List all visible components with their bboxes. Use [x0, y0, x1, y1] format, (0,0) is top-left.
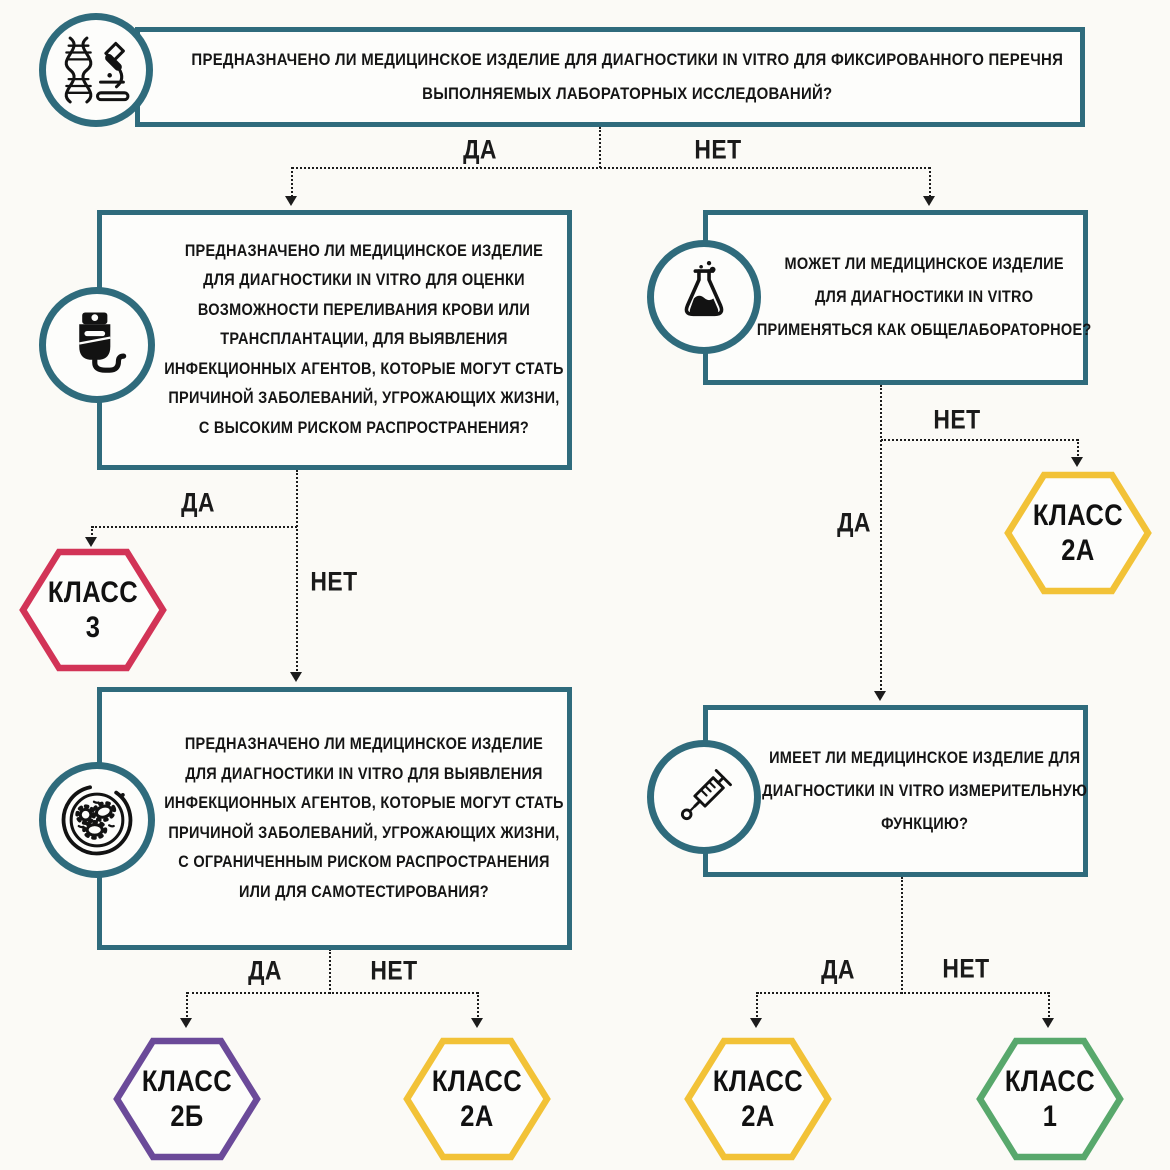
label-yes: ДА	[821, 954, 855, 985]
connector-midleft-vert	[296, 470, 298, 674]
class-badge-2a-mid	[1003, 471, 1153, 595]
arrow-down-icon	[290, 672, 302, 682]
class-value: 1	[1042, 1100, 1058, 1133]
class-badge-label	[123, 1037, 251, 1161]
label-yes: ДА	[248, 955, 282, 986]
question-line: ТРАНСПЛАНТАЦИИ, ДЛЯ ВЫЯВЛЕНИЯ	[219, 330, 508, 349]
arrow-down-icon	[285, 196, 297, 206]
class-word: КЛАСС	[431, 1065, 523, 1098]
class-badge-label	[694, 1037, 822, 1161]
question-line: ПРЕДНАЗНАЧЕНО ЛИ МЕДИЦИНСКОЕ ИЗДЕЛИЕ ДЛЯ ДИАГНОСТИКИ IN VITRO ДЛЯ ФИКСИРОВАННОГО ПЕРЕЧНЯ	[191, 50, 1064, 69]
arrow-down-icon	[1071, 457, 1083, 467]
question-line: ДИАГНОСТИКИ IN VITRO ИЗМЕРИТЕЛЬНУЮ	[761, 781, 1088, 800]
connector-midright-stub	[1077, 439, 1079, 459]
class-badge-2b	[112, 1037, 262, 1161]
class-value: 2А	[460, 1100, 494, 1133]
question-line: ДЛЯ ДИАГНОСТИКИ IN VITRO ДЛЯ ВЫЯВЛЕНИЯ	[184, 764, 543, 783]
question-text	[192, 43, 1064, 111]
label-no: НЕТ	[933, 404, 981, 435]
question-line: ДЛЯ ДИАГНОСТИКИ IN VITRO	[815, 288, 1034, 306]
question-line: ПРЕДНАЗНАЧЕНО ЛИ МЕДИЦИНСКОЕ ИЗДЕЛИЕ	[184, 241, 543, 260]
connector-botleft-horiz	[187, 992, 478, 994]
label-yes: ДА	[181, 487, 215, 518]
class-word: КЛАСС	[1032, 499, 1124, 532]
label-yes: ДА	[463, 134, 497, 165]
connector-botright-stub-l	[756, 992, 758, 1020]
arrow-down-icon	[1042, 1018, 1054, 1028]
label-no: НЕТ	[370, 955, 418, 986]
question-line: ПРИМЕНЯТЬСЯ КАК ОБЩЕЛАБОРАТОРНОЕ?	[757, 321, 1092, 339]
connector-midleft-horiz	[92, 526, 297, 528]
arrow-down-icon	[750, 1018, 762, 1028]
class-badge-label	[29, 548, 157, 672]
question-line: ВЫПОЛНЯЕМЫХ ЛАБОРАТОРНЫХ ИССЛЕДОВАНИЙ?	[422, 84, 833, 103]
question-line: ПРИЧИНОЙ ЗАБОЛЕВАНИЙ, УГРОЖАЮЩИХ ЖИЗНИ,	[167, 389, 560, 408]
question-box-blood-transfusion	[97, 210, 572, 470]
connector-botleft-vert	[329, 949, 331, 994]
question-line: ДЛЯ ДИАГНОСТИКИ IN VITRO ДЛЯ ОЦЕНКИ	[202, 271, 525, 290]
label-no: НЕТ	[694, 134, 742, 165]
question-text	[164, 237, 563, 444]
question-text	[757, 248, 1092, 347]
class-badge-3	[18, 548, 168, 672]
connector-top-stem	[599, 127, 601, 168]
syringe-icon	[647, 740, 761, 854]
class-word: КЛАСС	[712, 1065, 804, 1098]
class-badge-label	[1014, 471, 1142, 595]
class-word: КЛАСС	[141, 1065, 233, 1098]
question-box-fixed-list	[135, 27, 1085, 127]
class-badge-label	[413, 1037, 541, 1161]
connector-botright-vert	[901, 877, 903, 994]
connector-botright-stub-r	[1048, 992, 1050, 1020]
question-line: ИМЕЕТ ЛИ МЕДИЦИНСКОЕ ИЗДЕЛИЕ ДЛЯ	[768, 748, 1081, 767]
question-line: С ОГРАНИЧЕННЫМ РИСКОМ РАСПРОСТРАНЕНИЯ	[177, 853, 550, 871]
question-box-infectious-limited	[97, 687, 572, 950]
connector-botleft-stub-l	[186, 992, 188, 1020]
arrow-down-icon	[874, 691, 886, 701]
question-line: ИНФЕКЦИОННЫХ АГЕНТОВ, КОТОРЫЕ МОГУТ СТАТЬ	[163, 359, 564, 378]
question-line: ФУНКЦИЮ?	[880, 814, 969, 833]
arrow-down-icon	[471, 1018, 483, 1028]
question-text	[164, 730, 563, 907]
blood-bag-icon	[39, 287, 155, 403]
class-badge-label	[986, 1037, 1114, 1161]
connector-botleft-stub-r	[477, 992, 479, 1020]
label-no: НЕТ	[310, 566, 358, 597]
question-text	[762, 742, 1087, 841]
label-no: НЕТ	[942, 953, 990, 984]
dna-microscope-icon	[39, 13, 153, 127]
class-value: 2А	[741, 1100, 775, 1133]
question-line: МОЖЕТ ЛИ МЕДИЦИНСКОЕ ИЗДЕЛИЕ	[784, 255, 1065, 273]
class-value: 2А	[1061, 534, 1095, 567]
class-word: КЛАСС	[47, 576, 139, 609]
flask-icon	[647, 240, 761, 354]
connector-botright-horiz	[757, 992, 1049, 994]
arrow-down-icon	[85, 537, 97, 547]
arrow-down-icon	[923, 196, 935, 206]
class-badge-1	[975, 1037, 1125, 1161]
question-line: ИЛИ ДЛЯ САМОТЕСТИРОВАНИЯ?	[238, 882, 489, 901]
question-line: ВОЗМОЖНОСТИ ПЕРЕЛИВАНИЯ КРОВИ ИЛИ	[197, 300, 530, 319]
class-badge-2a-bottom-left	[402, 1037, 552, 1161]
question-line: С ВЫСОКИМ РИСКОМ РАСПРОСТРАНЕНИЯ?	[198, 418, 529, 437]
question-line: ИНФЕКЦИОННЫХ АГЕНТОВ, КОТОРЫЕ МОГУТ СТАТЬ	[163, 794, 564, 812]
class-badge-2a-bottom-right	[683, 1037, 833, 1161]
question-line: ПРЕДНАЗНАЧЕНО ЛИ МЕДИЦИНСКОЕ ИЗДЕЛИЕ	[184, 735, 543, 753]
connector-top-right-drop	[929, 167, 931, 197]
class-word: КЛАСС	[1004, 1065, 1096, 1098]
arrow-down-icon	[180, 1018, 192, 1028]
connector-top-branch	[292, 167, 930, 169]
class-value: 2Б	[170, 1100, 204, 1133]
connector-midright-vert	[880, 385, 882, 693]
label-yes: ДА	[837, 507, 871, 538]
connector-top-left-drop	[291, 167, 293, 197]
class-value: 3	[85, 611, 101, 644]
petri-dish-icon	[39, 762, 155, 878]
connector-midright-horiz	[881, 439, 1078, 441]
question-line: ПРИЧИНОЙ ЗАБОЛЕВАНИЙ, УГРОЖАЮЩИХ ЖИЗНИ,	[167, 823, 560, 842]
